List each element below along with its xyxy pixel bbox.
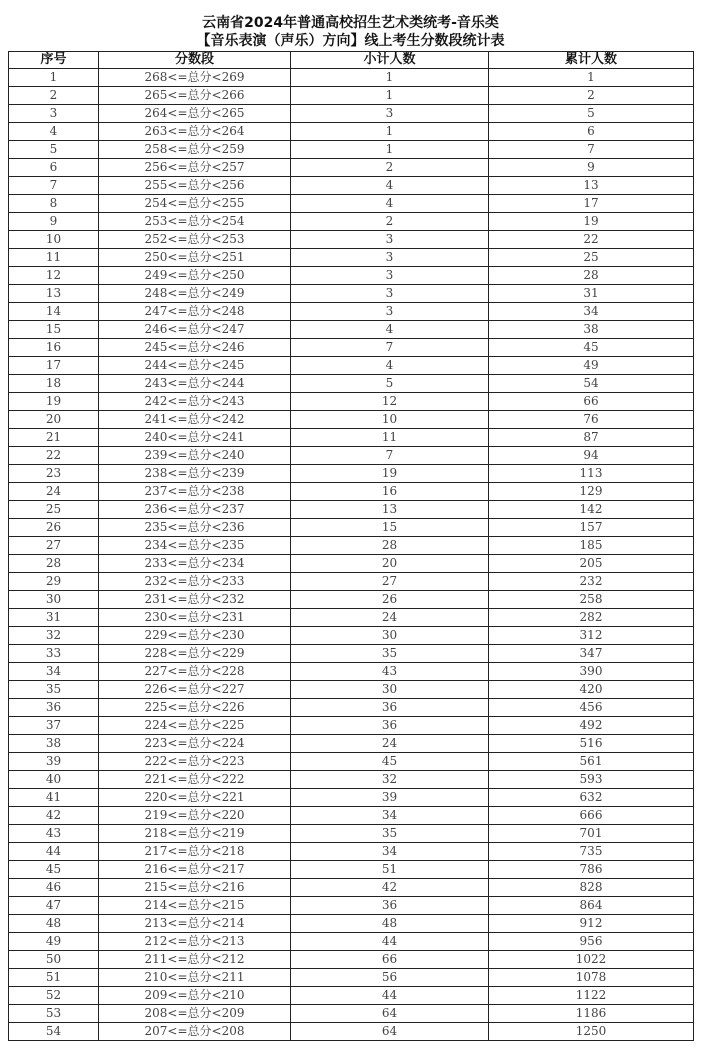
cell-subtotal: 11 [291, 429, 489, 447]
cell-score-range: 238<=总分<239 [99, 465, 291, 483]
cell-index: 21 [9, 429, 99, 447]
cell-subtotal: 51 [291, 861, 489, 879]
cell-index: 19 [9, 393, 99, 411]
cell-index: 31 [9, 609, 99, 627]
table-row [9, 375, 694, 393]
table-row [9, 897, 694, 915]
cell-subtotal: 36 [291, 897, 489, 915]
cell-index: 4 [9, 123, 99, 141]
cell-index: 42 [9, 807, 99, 825]
cell-cumulative: 666 [489, 807, 694, 825]
cell-cumulative: 912 [489, 915, 694, 933]
cell-cumulative: 632 [489, 789, 694, 807]
cell-subtotal: 1 [291, 141, 489, 159]
cell-index: 2 [9, 87, 99, 105]
cell-cumulative: 390 [489, 663, 694, 681]
cell-cumulative: 17 [489, 195, 694, 213]
cell-cumulative: 828 [489, 879, 694, 897]
cell-subtotal: 16 [291, 483, 489, 501]
cell-cumulative: 492 [489, 717, 694, 735]
table-row [9, 141, 694, 159]
cell-subtotal: 19 [291, 465, 489, 483]
table-row [9, 231, 694, 249]
cell-index: 7 [9, 177, 99, 195]
cell-score-range: 207<=总分<208 [99, 1023, 291, 1041]
cell-score-range: 232<=总分<233 [99, 573, 291, 591]
cell-score-range: 211<=总分<212 [99, 951, 291, 969]
cell-subtotal: 34 [291, 807, 489, 825]
cell-score-range: 214<=总分<215 [99, 897, 291, 915]
cell-cumulative: 2 [489, 87, 694, 105]
cell-index: 17 [9, 357, 99, 375]
cell-subtotal: 4 [291, 357, 489, 375]
table-row [9, 195, 694, 213]
cell-subtotal: 44 [291, 933, 489, 951]
cell-score-range: 226<=总分<227 [99, 681, 291, 699]
table-row [9, 789, 694, 807]
cell-cumulative: 282 [489, 609, 694, 627]
cell-score-range: 264<=总分<265 [99, 105, 291, 123]
cell-subtotal: 42 [291, 879, 489, 897]
cell-index: 51 [9, 969, 99, 987]
cell-cumulative: 25 [489, 249, 694, 267]
table-row [9, 501, 694, 519]
cell-score-range: 256<=总分<257 [99, 159, 291, 177]
table-row [9, 1023, 694, 1041]
cell-cumulative: 1250 [489, 1023, 694, 1041]
cell-subtotal: 3 [291, 105, 489, 123]
table-row [9, 735, 694, 753]
cell-cumulative: 258 [489, 591, 694, 609]
cell-cumulative: 232 [489, 573, 694, 591]
cell-index: 53 [9, 1005, 99, 1023]
cell-subtotal: 15 [291, 519, 489, 537]
cell-subtotal: 43 [291, 663, 489, 681]
cell-score-range: 210<=总分<211 [99, 969, 291, 987]
cell-index: 11 [9, 249, 99, 267]
cell-index: 22 [9, 447, 99, 465]
table-row [9, 429, 694, 447]
cell-index: 29 [9, 573, 99, 591]
cell-cumulative: 516 [489, 735, 694, 753]
cell-score-range: 222<=总分<223 [99, 753, 291, 771]
cell-score-range: 219<=总分<220 [99, 807, 291, 825]
table-header-row [9, 52, 694, 69]
cell-score-range: 253<=总分<254 [99, 213, 291, 231]
cell-cumulative: 31 [489, 285, 694, 303]
table-row [9, 483, 694, 501]
cell-subtotal: 2 [291, 159, 489, 177]
column-header-subtotal: 小计人数 [291, 52, 489, 69]
cell-cumulative: 956 [489, 933, 694, 951]
cell-index: 5 [9, 141, 99, 159]
cell-subtotal: 3 [291, 285, 489, 303]
column-header-score-range: 分数段 [99, 52, 291, 69]
cell-subtotal: 32 [291, 771, 489, 789]
cell-score-range: 237<=总分<238 [99, 483, 291, 501]
cell-subtotal: 26 [291, 591, 489, 609]
table-row [9, 123, 694, 141]
cell-index: 6 [9, 159, 99, 177]
table-row [9, 213, 694, 231]
cell-cumulative: 5 [489, 105, 694, 123]
table-row [9, 69, 694, 87]
cell-cumulative: 19 [489, 213, 694, 231]
cell-index: 45 [9, 861, 99, 879]
cell-cumulative: 76 [489, 411, 694, 429]
cell-subtotal: 36 [291, 717, 489, 735]
cell-cumulative: 864 [489, 897, 694, 915]
cell-score-range: 209<=总分<210 [99, 987, 291, 1005]
cell-subtotal: 39 [291, 789, 489, 807]
cell-score-range: 218<=总分<219 [99, 825, 291, 843]
cell-cumulative: 1186 [489, 1005, 694, 1023]
cell-score-range: 236<=总分<237 [99, 501, 291, 519]
table-row [9, 879, 694, 897]
cell-score-range: 230<=总分<231 [99, 609, 291, 627]
cell-cumulative: 1122 [489, 987, 694, 1005]
cell-score-range: 239<=总分<240 [99, 447, 291, 465]
cell-score-range: 225<=总分<226 [99, 699, 291, 717]
table-row [9, 537, 694, 555]
table-row [9, 393, 694, 411]
cell-score-range: 249<=总分<250 [99, 267, 291, 285]
cell-score-range: 241<=总分<242 [99, 411, 291, 429]
cell-index: 47 [9, 897, 99, 915]
cell-cumulative: 561 [489, 753, 694, 771]
cell-index: 12 [9, 267, 99, 285]
cell-index: 27 [9, 537, 99, 555]
table-row [9, 159, 694, 177]
table-row [9, 987, 694, 1005]
cell-index: 26 [9, 519, 99, 537]
cell-subtotal: 7 [291, 339, 489, 357]
cell-subtotal: 4 [291, 177, 489, 195]
cell-score-range: 243<=总分<244 [99, 375, 291, 393]
cell-score-range: 263<=总分<264 [99, 123, 291, 141]
cell-score-range: 234<=总分<235 [99, 537, 291, 555]
table-row [9, 753, 694, 771]
cell-subtotal: 1 [291, 87, 489, 105]
cell-subtotal: 35 [291, 825, 489, 843]
cell-cumulative: 113 [489, 465, 694, 483]
cell-score-range: 216<=总分<217 [99, 861, 291, 879]
table-row [9, 465, 694, 483]
cell-index: 49 [9, 933, 99, 951]
cell-score-range: 268<=总分<269 [99, 69, 291, 87]
cell-index: 43 [9, 825, 99, 843]
cell-index: 44 [9, 843, 99, 861]
cell-cumulative: 312 [489, 627, 694, 645]
table-row [9, 645, 694, 663]
cell-index: 37 [9, 717, 99, 735]
cell-index: 25 [9, 501, 99, 519]
cell-subtotal: 56 [291, 969, 489, 987]
cell-cumulative: 593 [489, 771, 694, 789]
table-body [9, 69, 694, 1041]
cell-index: 14 [9, 303, 99, 321]
table-row [9, 933, 694, 951]
table-row [9, 807, 694, 825]
cell-cumulative: 9 [489, 159, 694, 177]
cell-score-range: 245<=总分<246 [99, 339, 291, 357]
cell-cumulative: 1 [489, 69, 694, 87]
table-row [9, 951, 694, 969]
cell-score-range: 228<=总分<229 [99, 645, 291, 663]
table-row [9, 411, 694, 429]
table-row [9, 555, 694, 573]
document-title-line-2: 【音乐表演（声乐）方向】线上考生分数段统计表 [196, 33, 505, 49]
cell-cumulative: 34 [489, 303, 694, 321]
cell-index: 38 [9, 735, 99, 753]
cell-index: 18 [9, 375, 99, 393]
table-row [9, 717, 694, 735]
cell-cumulative: 45 [489, 339, 694, 357]
table-row [9, 105, 694, 123]
cell-cumulative: 701 [489, 825, 694, 843]
cell-cumulative: 129 [489, 483, 694, 501]
cell-index: 9 [9, 213, 99, 231]
table-row [9, 771, 694, 789]
cell-score-range: 224<=总分<225 [99, 717, 291, 735]
cell-index: 13 [9, 285, 99, 303]
table-row [9, 249, 694, 267]
table-row [9, 447, 694, 465]
cell-cumulative: 185 [489, 537, 694, 555]
cell-score-range: 247<=总分<248 [99, 303, 291, 321]
cell-index: 35 [9, 681, 99, 699]
cell-index: 8 [9, 195, 99, 213]
cell-subtotal: 64 [291, 1005, 489, 1023]
cell-subtotal: 66 [291, 951, 489, 969]
table-row [9, 627, 694, 645]
cell-cumulative: 28 [489, 267, 694, 285]
cell-subtotal: 30 [291, 627, 489, 645]
table-row [9, 267, 694, 285]
document-title-line-1: 云南省2024年普通高校招生艺术类统考-音乐类 [202, 15, 499, 31]
cell-index: 41 [9, 789, 99, 807]
cell-index: 20 [9, 411, 99, 429]
cell-index: 36 [9, 699, 99, 717]
cell-subtotal: 3 [291, 249, 489, 267]
cell-subtotal: 27 [291, 573, 489, 591]
cell-cumulative: 6 [489, 123, 694, 141]
cell-score-range: 223<=总分<224 [99, 735, 291, 753]
cell-score-range: 233<=总分<234 [99, 555, 291, 573]
cell-subtotal: 24 [291, 609, 489, 627]
cell-score-range: 248<=总分<249 [99, 285, 291, 303]
cell-subtotal: 44 [291, 987, 489, 1005]
cell-cumulative: 786 [489, 861, 694, 879]
cell-score-range: 250<=总分<251 [99, 249, 291, 267]
cell-cumulative: 205 [489, 555, 694, 573]
cell-cumulative: 1022 [489, 951, 694, 969]
cell-subtotal: 35 [291, 645, 489, 663]
cell-cumulative: 142 [489, 501, 694, 519]
table-row [9, 699, 694, 717]
cell-cumulative: 7 [489, 141, 694, 159]
cell-subtotal: 20 [291, 555, 489, 573]
table-row [9, 609, 694, 627]
table-row [9, 591, 694, 609]
cell-subtotal: 4 [291, 195, 489, 213]
cell-subtotal: 64 [291, 1023, 489, 1041]
cell-subtotal: 36 [291, 699, 489, 717]
cell-index: 46 [9, 879, 99, 897]
cell-index: 16 [9, 339, 99, 357]
cell-score-range: 242<=总分<243 [99, 393, 291, 411]
table-row [9, 87, 694, 105]
cell-index: 24 [9, 483, 99, 501]
cell-score-range: 212<=总分<213 [99, 933, 291, 951]
cell-cumulative: 347 [489, 645, 694, 663]
cell-cumulative: 22 [489, 231, 694, 249]
table-row [9, 843, 694, 861]
cell-score-range: 217<=总分<218 [99, 843, 291, 861]
cell-subtotal: 1 [291, 69, 489, 87]
cell-index: 50 [9, 951, 99, 969]
cell-subtotal: 5 [291, 375, 489, 393]
cell-subtotal: 3 [291, 267, 489, 285]
table-row [9, 1005, 694, 1023]
cell-score-range: 255<=总分<256 [99, 177, 291, 195]
table-row [9, 519, 694, 537]
cell-score-range: 213<=总分<214 [99, 915, 291, 933]
cell-score-range: 254<=总分<255 [99, 195, 291, 213]
cell-subtotal: 24 [291, 735, 489, 753]
table-row [9, 825, 694, 843]
cell-subtotal: 34 [291, 843, 489, 861]
cell-subtotal: 1 [291, 123, 489, 141]
cell-score-range: 220<=总分<221 [99, 789, 291, 807]
cell-index: 33 [9, 645, 99, 663]
cell-cumulative: 38 [489, 321, 694, 339]
cell-subtotal: 30 [291, 681, 489, 699]
cell-index: 23 [9, 465, 99, 483]
cell-subtotal: 4 [291, 321, 489, 339]
cell-cumulative: 49 [489, 357, 694, 375]
table-row [9, 969, 694, 987]
cell-cumulative: 420 [489, 681, 694, 699]
cell-score-range: 215<=总分<216 [99, 879, 291, 897]
cell-subtotal: 13 [291, 501, 489, 519]
cell-cumulative: 13 [489, 177, 694, 195]
table-row [9, 681, 694, 699]
cell-index: 1 [9, 69, 99, 87]
cell-score-range: 252<=总分<253 [99, 231, 291, 249]
cell-index: 10 [9, 231, 99, 249]
cell-cumulative: 66 [489, 393, 694, 411]
cell-score-range: 229<=总分<230 [99, 627, 291, 645]
cell-score-range: 208<=总分<209 [99, 1005, 291, 1023]
cell-index: 40 [9, 771, 99, 789]
table-row [9, 285, 694, 303]
cell-index: 32 [9, 627, 99, 645]
table-row [9, 303, 694, 321]
cell-index: 28 [9, 555, 99, 573]
cell-index: 3 [9, 105, 99, 123]
cell-cumulative: 94 [489, 447, 694, 465]
cell-cumulative: 456 [489, 699, 694, 717]
cell-subtotal: 10 [291, 411, 489, 429]
cell-subtotal: 7 [291, 447, 489, 465]
cell-index: 34 [9, 663, 99, 681]
cell-subtotal: 48 [291, 915, 489, 933]
cell-cumulative: 54 [489, 375, 694, 393]
column-header-cumulative: 累计人数 [489, 52, 694, 69]
table-row [9, 357, 694, 375]
cell-index: 39 [9, 753, 99, 771]
cell-index: 30 [9, 591, 99, 609]
cell-subtotal: 2 [291, 213, 489, 231]
table-row [9, 915, 694, 933]
cell-index: 54 [9, 1023, 99, 1041]
cell-subtotal: 3 [291, 231, 489, 249]
cell-cumulative: 1078 [489, 969, 694, 987]
cell-index: 52 [9, 987, 99, 1005]
cell-cumulative: 87 [489, 429, 694, 447]
table-row [9, 663, 694, 681]
cell-subtotal: 45 [291, 753, 489, 771]
table-row [9, 861, 694, 879]
table-row [9, 177, 694, 195]
cell-subtotal: 12 [291, 393, 489, 411]
column-header-index: 序号 [9, 52, 99, 69]
cell-score-range: 265<=总分<266 [99, 87, 291, 105]
cell-index: 48 [9, 915, 99, 933]
cell-subtotal: 28 [291, 537, 489, 555]
cell-score-range: 227<=总分<228 [99, 663, 291, 681]
table-row [9, 321, 694, 339]
cell-index: 15 [9, 321, 99, 339]
cell-score-range: 231<=总分<232 [99, 591, 291, 609]
cell-subtotal: 3 [291, 303, 489, 321]
cell-score-range: 244<=总分<245 [99, 357, 291, 375]
table-row [9, 573, 694, 591]
cell-score-range: 258<=总分<259 [99, 141, 291, 159]
score-distribution-table [8, 51, 694, 1041]
cell-score-range: 240<=总分<241 [99, 429, 291, 447]
table-row [9, 339, 694, 357]
cell-score-range: 235<=总分<236 [99, 519, 291, 537]
cell-score-range: 246<=总分<247 [99, 321, 291, 339]
cell-cumulative: 157 [489, 519, 694, 537]
cell-cumulative: 735 [489, 843, 694, 861]
cell-score-range: 221<=总分<222 [99, 771, 291, 789]
